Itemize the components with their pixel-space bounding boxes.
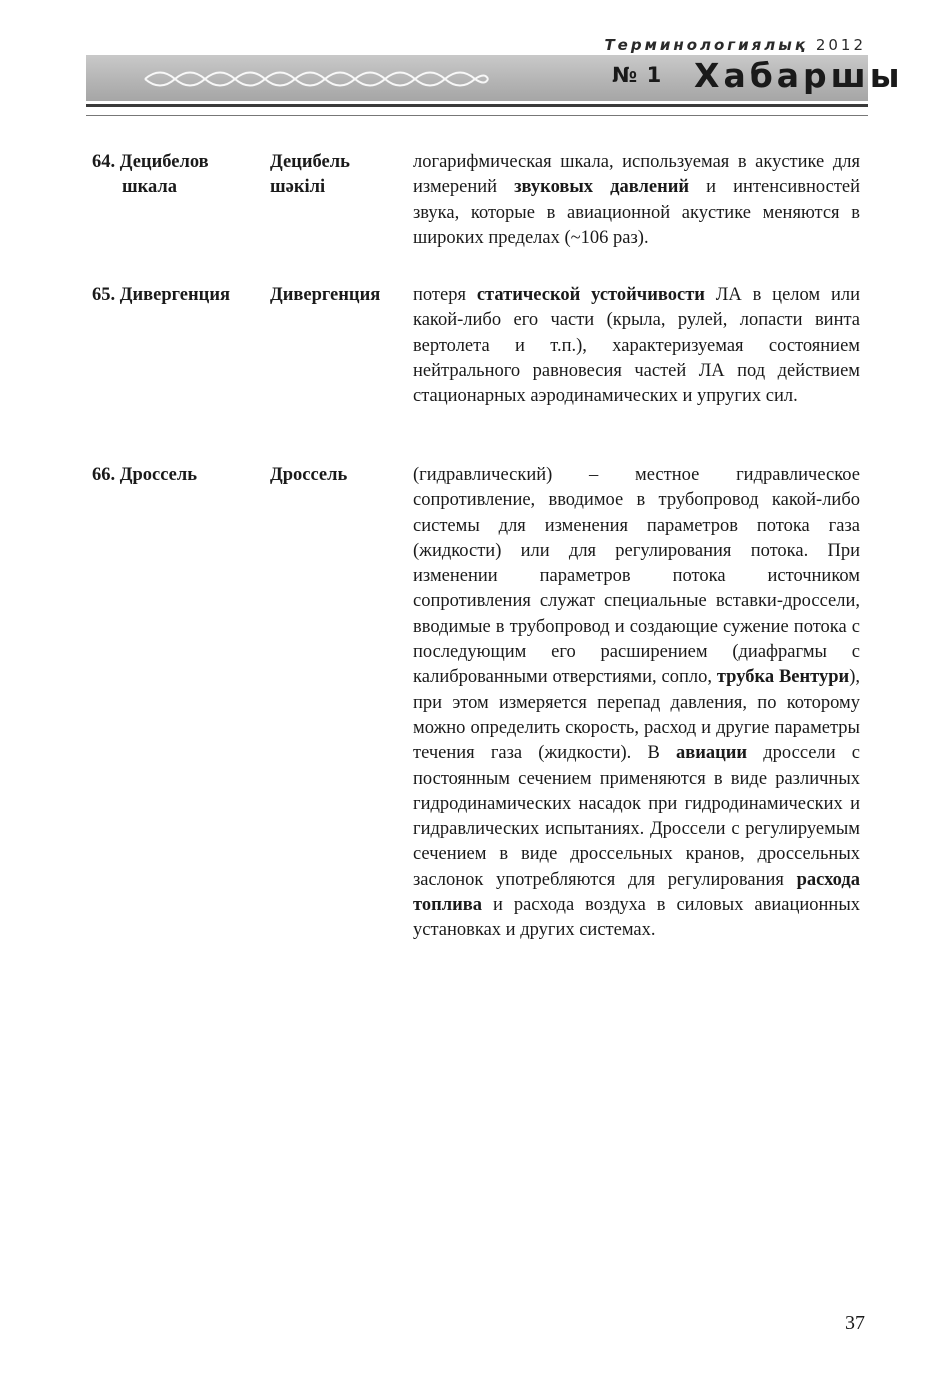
term-kazakh [270, 283, 405, 308]
term-kazakh [270, 463, 405, 488]
definition-term-link: расхода топлива [413, 869, 860, 916]
term-kazakh-line: Децибель [270, 152, 350, 172]
term-russian [92, 283, 262, 308]
definition [413, 463, 860, 944]
header-rule-thin [86, 115, 868, 116]
definition-text: и расхода воздуха в силовых авиационных установках и других системах. [413, 895, 860, 941]
term-russian [92, 150, 262, 200]
journal-year: 2012 [815, 36, 866, 54]
definition-text: ), при этом измеряется перепад давления, по которому можно определить скорость, расход и другие параметры течения газа (жидкости). В [413, 667, 860, 764]
journal-subtitle [604, 36, 866, 54]
definition-text: ЛА в целом или какой-либо его части (крыла, рулей, лопасти винта вертолета и т.п.), характеризуемая состоянием нейтрального равновесия частей ЛА под действием стационарных аэродинамических и упругих сил. [413, 285, 861, 407]
term-russian-line: Децибелов [119, 152, 209, 172]
issue-number: № 1 [612, 63, 663, 87]
definition-term-link: звуковых давлений [514, 177, 690, 198]
term-russian-line: Дивергенция [119, 285, 230, 305]
definition-text: логарифмическая шкала, используемая в акустике для измерений [413, 152, 860, 198]
definition-text: потеря [413, 285, 477, 305]
term-russian-line: Дроссель [119, 465, 198, 485]
ornament-decoration [140, 64, 490, 94]
term-kazakh-line: шәкілі [270, 177, 326, 197]
definition [413, 150, 860, 251]
journal-name: Терминологиялық [604, 36, 809, 54]
definition-text: дроссели с постоянным сечением применяются в виде различных гидродинамических насадок при гидродинамических и гидравлических испытаниях. Дроссели с регулируемым сечением в виде дроссельных кранов, дроссельных заслонок употребляются для регулирования [413, 743, 860, 890]
definition-term-link: статической устойчивости [476, 285, 705, 305]
page-number: 37 [845, 1312, 865, 1334]
term-kazakh-line: Дивергенция [270, 285, 381, 305]
definition [413, 283, 860, 409]
term-russian-line: шкала [122, 177, 178, 197]
definition-text: (гидравлический) – местное гидравлическое сопротивление, вводимое в трубопровод какой-либо системы для изменения параметров потока газа (жидкости) или для регулирования потока. При изменении параметров потока источником сопротивления служат специальные вставки-дроссели, вводимые в трубопровод и создающие сужение потока с последующим его расширением (диафрагмы с калиброванными отверстиями, сопло, [413, 465, 860, 688]
term-kazakh [270, 150, 405, 200]
definition-term-link: трубка Вентури [716, 667, 850, 688]
definition-term-link: авиации [675, 743, 748, 764]
term-kazakh-line: Дроссель [270, 465, 348, 485]
entry-number: 65. [92, 285, 116, 305]
journal-title: Хабаршы [694, 56, 904, 95]
entry-number: 64. [92, 152, 116, 172]
definition-text: и интенсивностей звука, которые в авиационной акустике меняются в широких пределах (~106 раз). [413, 177, 861, 248]
term-russian [92, 463, 262, 488]
header-rule [86, 104, 868, 107]
entry-number: 66. [92, 465, 116, 485]
